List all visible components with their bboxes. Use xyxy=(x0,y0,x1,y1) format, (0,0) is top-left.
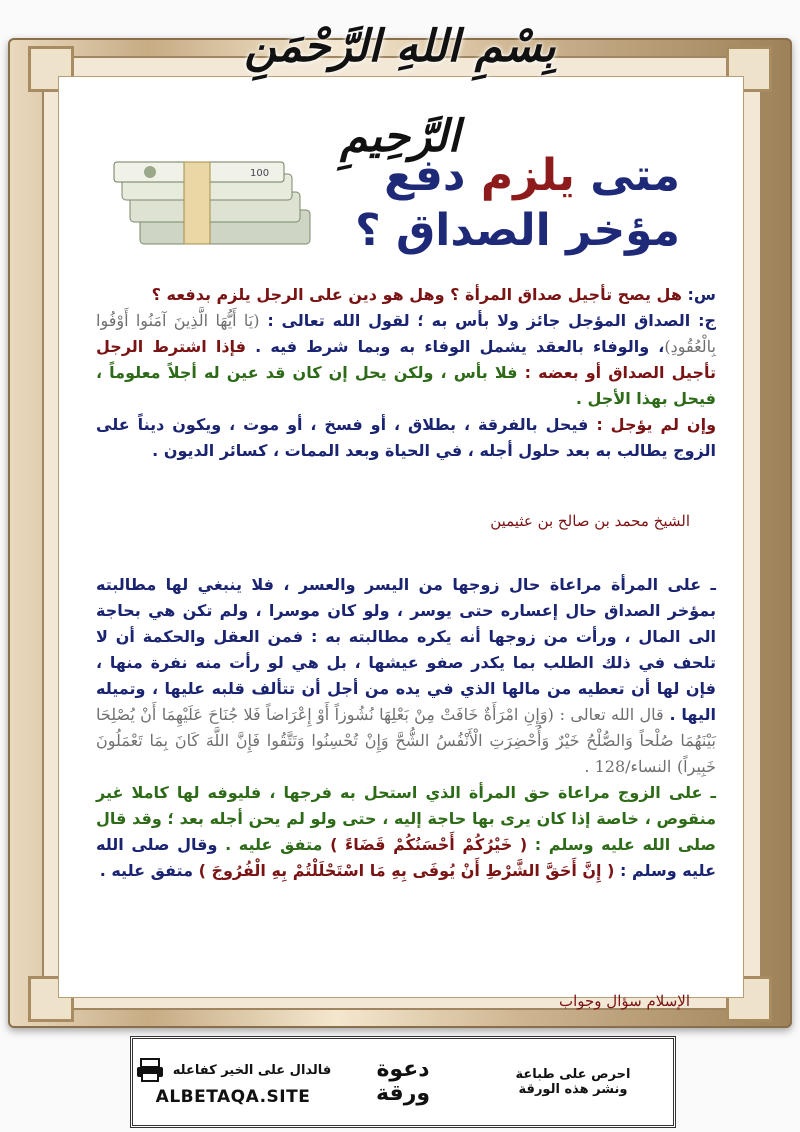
question-text: هل يصح تأجيل صداق المرأة ؟ وهل هو دين على الرجل يلزم بدفعه ؟ xyxy=(151,285,682,304)
paragraph-text: قال الله تعالى : xyxy=(559,705,664,724)
paragraph-text: وقال صلى الله عليه وسلم : xyxy=(96,835,716,880)
logo-line: ورقة xyxy=(375,1081,431,1106)
money-stack-icon xyxy=(110,156,330,252)
section-2 xyxy=(96,572,716,884)
answer-text: فإذا اشترط الرجل تأجيل الصداق أو بعضه : xyxy=(96,337,717,382)
title-line-2: مؤخر الصداق ؟ xyxy=(355,205,680,256)
paragraph-text: فمن العقل والحكمة أن لا تلحف في ذلك الطلب بما يكدر صفو عيشها ، بل هي لو رأت منه نفرة منها ، فإن لها أن تعطيه من مالها الذي في يده من أجل أن تتألف قلبه عليها ، وتميله اليها . xyxy=(96,627,716,724)
title-word-highlight: يلزم xyxy=(480,150,575,201)
source-signature: الشيخ محمد بن صالح بن عثيمين xyxy=(490,512,690,530)
question-label: س: xyxy=(687,285,716,304)
hadith-text: ( إِنَّ أَحَقَّ الشَّرْطِ أَنْ يُوفَى بِهِ مَا اسْتَحْلَلْتُمْ بِهِ الْفُرُوجَ ) xyxy=(198,861,615,880)
paragraph-text: وقد قال صلى الله عليه وسلم : xyxy=(96,809,716,854)
site-link[interactable]: ALBETAQA.SITE xyxy=(155,1087,311,1107)
quran-verse: (وَإِنِ امْرَأَةٌ خَافَتْ مِنْ بَعْلِهَا نُشُوزاً أَوْ إِعْرَاضاً فَلا جُنَاحَ عَلَيْهِمَا أَنْ يُصْلِحَا بَيْنَهُمَا صُلْحاً وَالصُّلْحُ خَيْرٌ وَأُحْضِرَتِ الْأَنْفُسُ الشُّحَّ وَإِنْ تُحْسِنُوا وَتَتَّقُوا فَإِنَّ اللَّهَ كَانَ بِمَا تَعْمَلُونَ خَبِيراً) xyxy=(96,705,716,776)
answer-label: وإن لم يؤجل : xyxy=(596,415,717,434)
answer-label: ج: xyxy=(698,311,717,330)
answer-text: الصداق المؤجل جائز ولا بأس به ؛ لقول الله تعالى : xyxy=(267,311,691,330)
footer-site-box xyxy=(133,1039,333,1125)
paragraph-text: ـ على الزوج مراعاة حق المرأة الذي استحل به فرجها ، فليوفه لها كاملا غير منقوص ، خاصة إذا كان يرى بها حاجة إليه ، حتى ولو لم يحن أجله بعد ؛ xyxy=(96,783,716,828)
footer-banner xyxy=(130,1036,676,1128)
logo-wordmark xyxy=(376,1058,430,1106)
printer-icon xyxy=(135,1057,165,1083)
motto-line: احرص على طباعة xyxy=(515,1067,631,1082)
section-1 xyxy=(96,282,716,464)
answer-text: فيحل بالفرقة ، بطلاق ، أو فسخ ، أو موت ، ويكون ديناً على الزوج يطالب به بعد حلول أجله ، في الحياة وبعد الممات ، كسائر الديون . xyxy=(96,415,716,460)
source-signature: الإسلام سؤال وجواب xyxy=(558,992,690,1010)
quran-verse: (يَا أَيُّهَا الَّذِينَ آمَنُوا أَوْفُوا بِالْعُقُودِ) xyxy=(96,311,716,356)
basmala-calligraphy: بِسْمِ اللهِ الرَّحْمَنِ الرَّحِيمِ xyxy=(244,21,556,162)
paragraph-text: ـ على المرأة مراعاة حال زوجها من اليسر والعسر ، فلا ينبغي لها مطالبته بمؤخر الصداق حال إعساره حتى يوسر ، ولو كان موسرا ، ولم تكن هي بحاجة الى المال ، ورأت من زوجها أنه يكره مطالبته به : xyxy=(96,575,716,646)
footer-motto xyxy=(473,1039,673,1125)
title-word: متى xyxy=(590,150,680,201)
footer-logo xyxy=(333,1039,473,1125)
hadith-grade: متفق عليه . xyxy=(99,861,193,880)
title-line-1 xyxy=(384,150,680,201)
hadith-grade: متفق عليه . xyxy=(225,835,323,854)
answer-text: فلا بأس ، ولكن يحل إن كان قد عين له أجلاً معلوماً ، فيحل بهذا الأجل . xyxy=(96,363,716,408)
motto-line: ونشر هذه الورقة xyxy=(518,1082,628,1097)
svg-text:100: 100 xyxy=(250,168,270,179)
hadith-text: ( خَيْرُكُمْ أَحْسَنُكُمْ قَضَاءً ) xyxy=(330,835,528,854)
logo-line: دعوة xyxy=(376,1057,430,1082)
hadith-short: فالدال على الخير كفاعله xyxy=(172,1062,332,1078)
verse-reference: النساء/128 . xyxy=(584,757,672,776)
answer-text: ، والوفاء بالعقد يشمل الوفاء به وبما شرط فيه . xyxy=(255,337,665,356)
title-word: دفع xyxy=(384,150,466,201)
